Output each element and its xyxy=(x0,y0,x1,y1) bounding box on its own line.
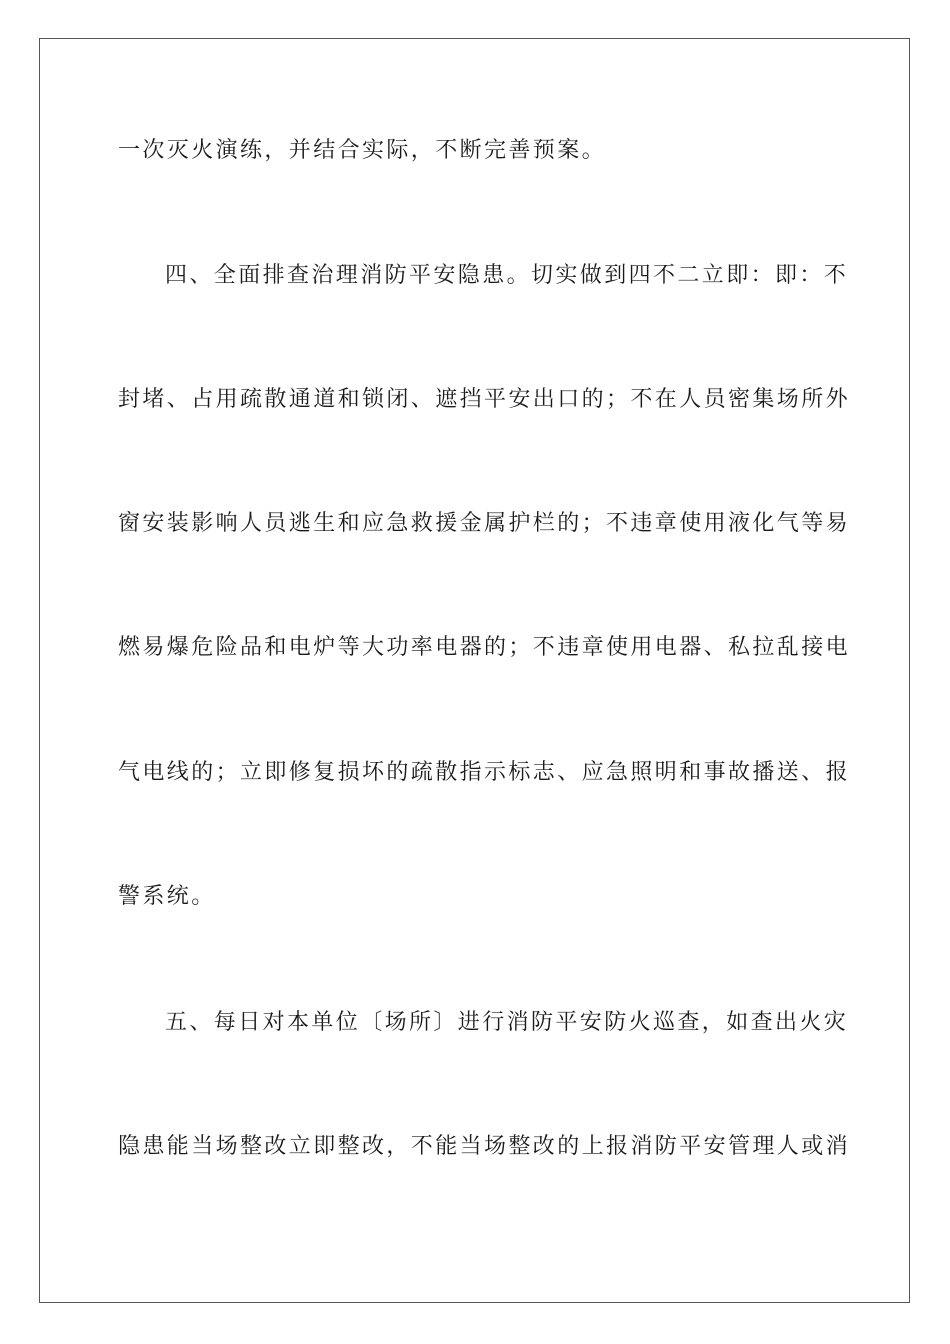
text-line: 隐患能当场整改立即整改，不能当场整改的上报消防平安管理人或消 xyxy=(118,1134,851,1159)
paragraph-4-start: 四、全面排查治理消防平安隐患。切实做到四不二立即：即：不 xyxy=(165,263,849,288)
text-line: 一次灭火演练，并结合实际，不断完善预案。 xyxy=(118,138,607,163)
text-line: 气电线的；立即修复损坏的疏散指示标志、应急照明和事故播送、报 xyxy=(118,760,851,785)
text-line: 封堵、占用疏散通道和锁闭、遮挡平安出口的；不在人员密集场所外 xyxy=(118,387,851,412)
paragraph-5-start: 五、每日对本单位〔场所〕进行消防平安防火巡查，如查出火灾 xyxy=(165,1010,849,1035)
text-line: 警系统。 xyxy=(118,884,216,909)
text-line: 燃易爆危险品和电炉等大功率电器的；不违章使用电器、私拉乱接电 xyxy=(118,635,851,660)
text-line: 窗安装影响人员逃生和应急救援金属护栏的；不违章使用液化气等易 xyxy=(118,511,851,536)
page-border xyxy=(39,38,910,1303)
